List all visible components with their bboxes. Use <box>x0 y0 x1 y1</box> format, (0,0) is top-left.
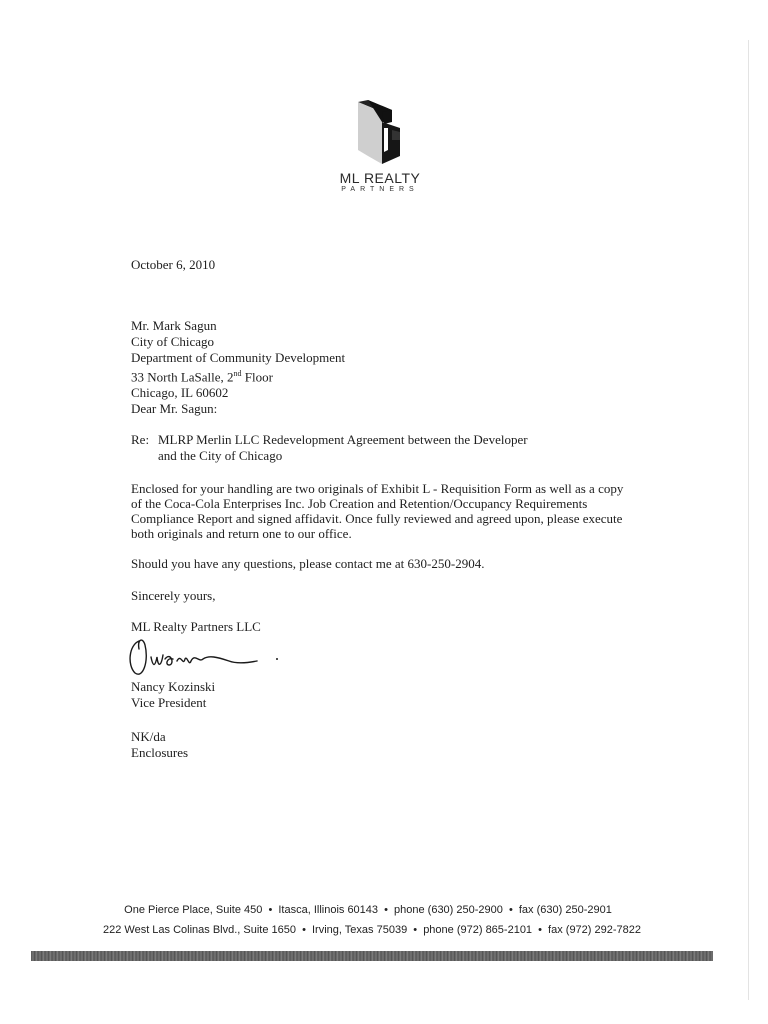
separator-dot: • <box>302 924 306 936</box>
footer-rule <box>31 951 713 961</box>
company-logo <box>330 100 430 193</box>
footer-address-itasca <box>0 904 736 916</box>
footer-irving-city: Irving, Texas 75039 <box>312 924 408 936</box>
reference-initials: NK/da <box>131 729 166 745</box>
subject-label: Re: <box>131 432 150 448</box>
signer-name: Nancy Kozinski <box>131 679 216 695</box>
separator-dot: • <box>538 924 542 936</box>
letter-body <box>131 257 631 761</box>
recipient-organization: City of Chicago <box>131 334 215 349</box>
signature-mark <box>125 631 305 681</box>
separator-dot: • <box>384 904 388 916</box>
recipient-street: 33 North LaSalle, 2nd Floor <box>131 369 273 385</box>
separator-dot: • <box>508 904 513 916</box>
subject-line <box>131 432 631 464</box>
footer-irving-phone: phone (972) 865-2101 <box>423 924 533 936</box>
letter-date: October 6, 2010 <box>131 257 216 272</box>
signer-title: Vice President <box>131 695 207 711</box>
logo-mark-icon <box>350 100 410 166</box>
footer-irving-fax: fax (972) 292-7822 <box>548 924 641 936</box>
logo-name: ML REALTY <box>339 170 421 186</box>
scan-edge-line <box>748 40 749 1000</box>
contact-paragraph: Should you have any questions, please contact me at 630-250-2904. <box>131 556 485 572</box>
subject-line-1: MLRP Merlin LLC Redevelopment Agreement between the Developer <box>158 432 528 448</box>
company-name: ML Realty Partners LLC <box>131 619 261 635</box>
separator-dot: • <box>413 924 418 936</box>
footer-itasca-phone: phone (630) 250-2900 <box>394 904 503 916</box>
body-paragraph: Enclosed for your handling are two originals of Exhibit L - Requisition Form as well as a copy of the Coca-Cola Enterprises Inc. Job Creation and Retention/Occupancy Requirements Compliance Report and signed affidavit. Once fully reviewed and agreed upon, please execute both originals and return one to our office. <box>131 481 624 542</box>
enclosures-note: Enclosures <box>131 745 189 761</box>
footer-itasca-street: One Pierce Place, Suite 450 <box>124 904 263 916</box>
logo-subtitle: PARTNERS <box>341 186 419 193</box>
subject-line-2: and the City of Chicago <box>158 448 283 464</box>
footer-irving-street: 222 West Las Colinas Blvd., Suite 1650 <box>102 924 297 936</box>
salutation: Dear Mr. Sagun: <box>131 401 218 417</box>
recipient-city: Chicago, IL 60602 <box>131 385 229 401</box>
footer-itasca-fax: fax (630) 250-2901 <box>518 904 612 916</box>
footer-address-irving <box>0 924 744 936</box>
closing: Sincerely yours, <box>131 588 216 604</box>
signature <box>131 637 631 679</box>
separator-dot: • <box>268 904 273 916</box>
recipient-name: Mr. Mark Sagun <box>131 318 217 333</box>
footer-itasca-city: Itasca, Illinois 60143 <box>278 904 379 916</box>
recipient-department: Department of Community Development <box>131 350 346 365</box>
